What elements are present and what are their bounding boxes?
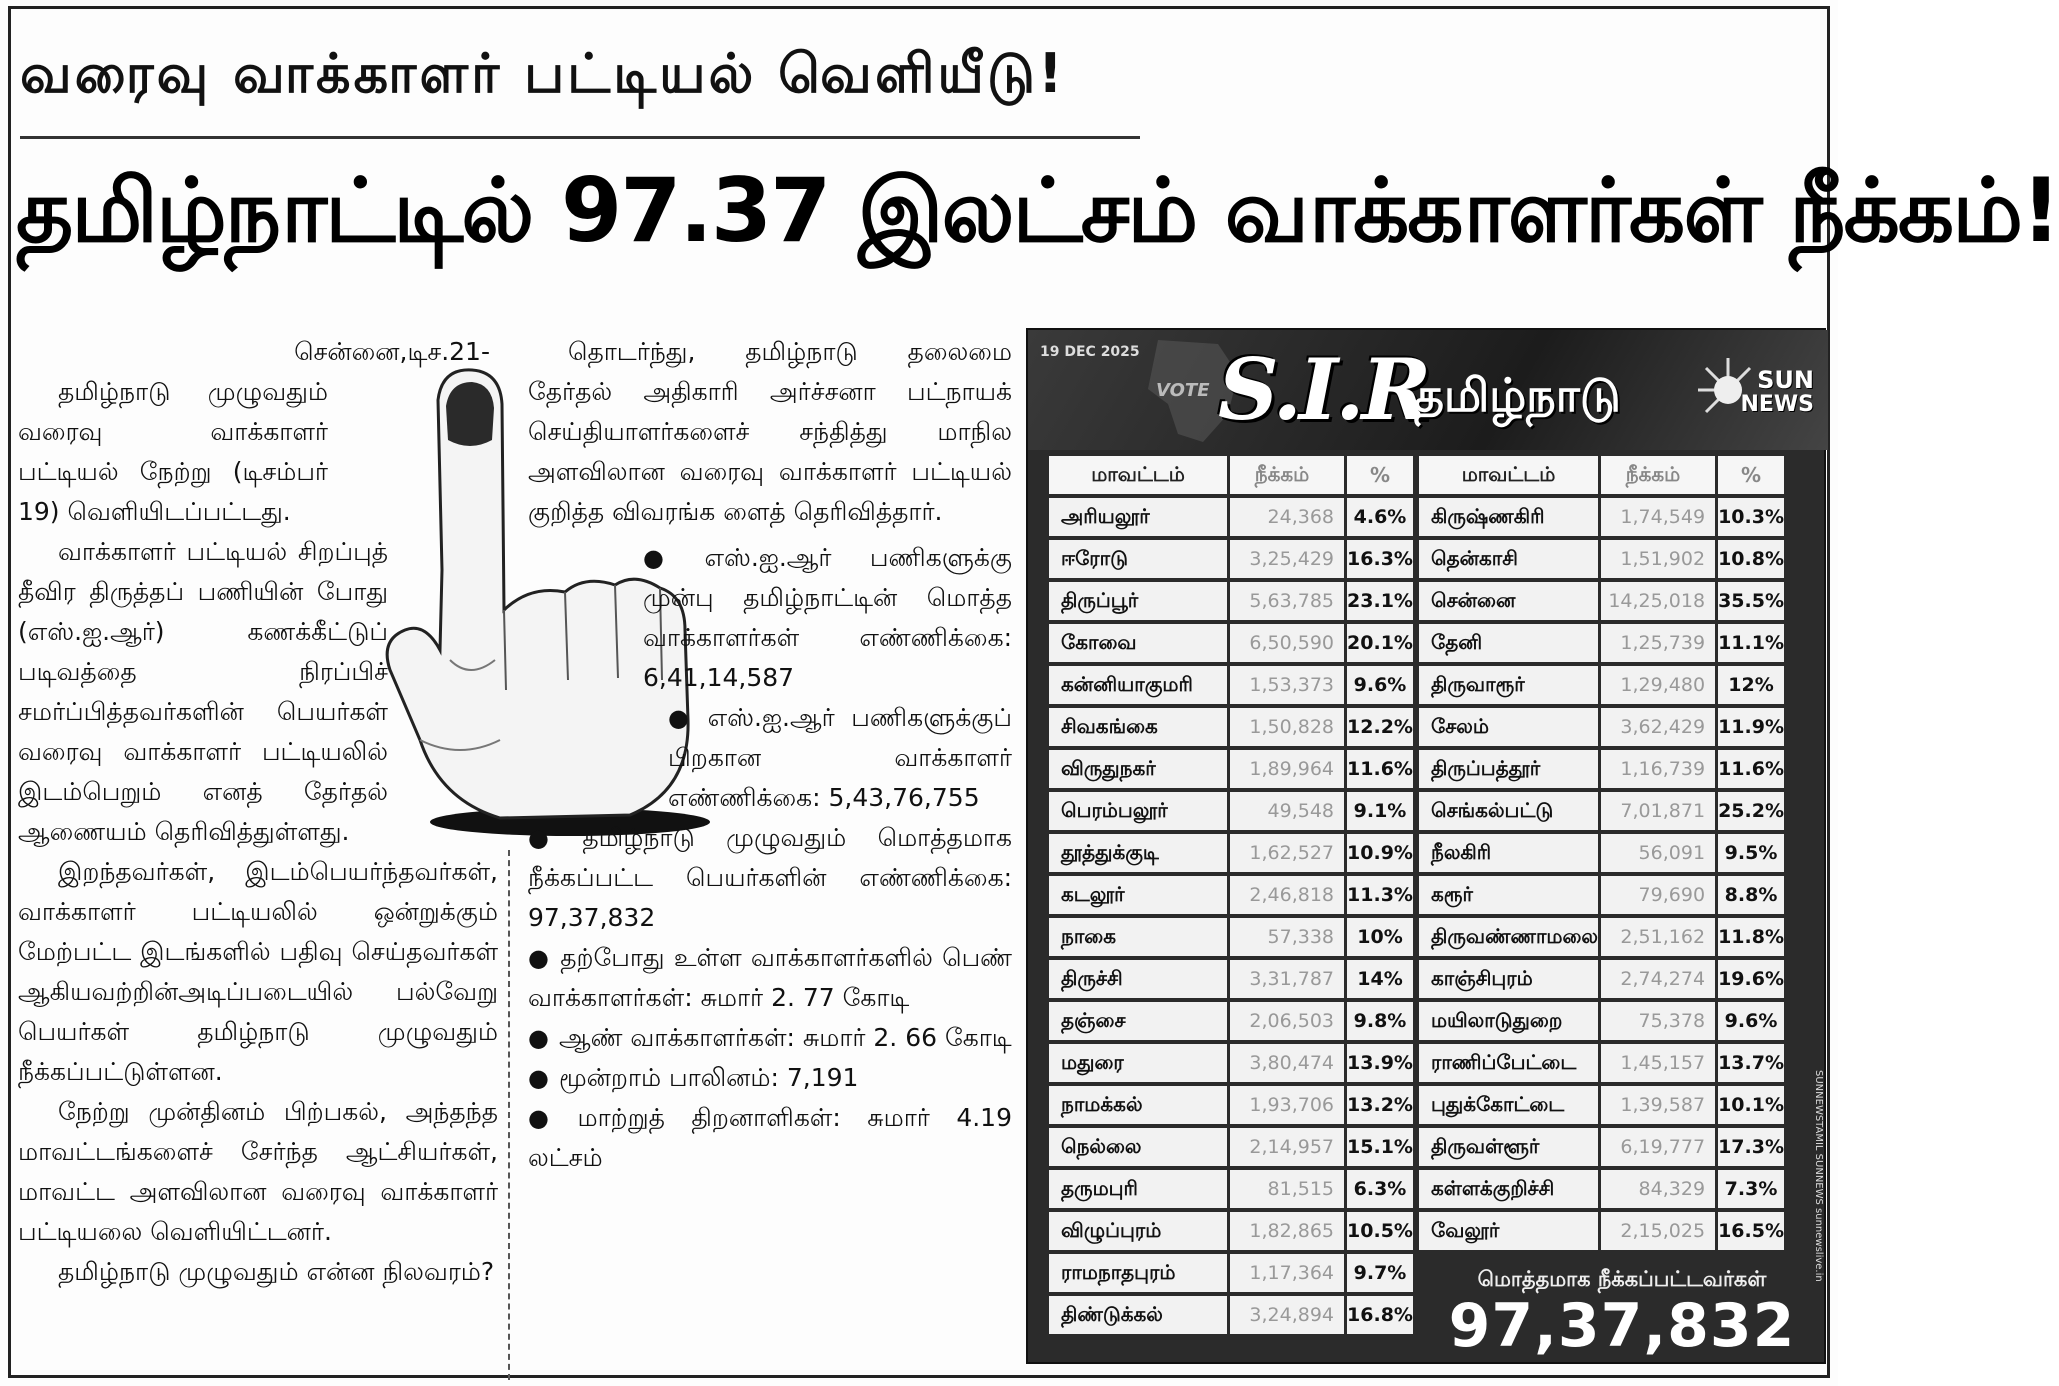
- table-row: [1049, 1170, 1413, 1208]
- removed-percent: 9.7%: [1347, 1254, 1413, 1292]
- bullet-item: [528, 538, 1012, 698]
- removed-percent: 9.8%: [1347, 1002, 1413, 1040]
- removed-percent: 20.1%: [1347, 624, 1413, 662]
- removed-count: 84,329: [1601, 1170, 1715, 1208]
- article-column-2: [528, 332, 1012, 1178]
- removed-count: 1,45,157: [1601, 1044, 1715, 1082]
- infographic-date: 19 DEC 2025: [1040, 344, 1140, 360]
- column-divider: [508, 850, 510, 1380]
- removed-count: 2,14,957: [1230, 1128, 1344, 1166]
- paragraph-2: வாக்காளர் பட்டியல் சிறப்புத் தீவிர திருத்தப் பணியின் போது (எஸ்.ஐ.ஆர்) கணக்கீட்டுப் படிவத்தை நிரப்பிச் சமர்ப்பித்தவர்களின் பெயர்கள் வரைவு வாக்காளர் பட்டியலில் இடம்பெறும் எனத் தேர்தல் ஆணையம் தெரிவித்துள்ளது.: [18, 537, 388, 846]
- removed-count: 6,50,590: [1230, 624, 1344, 662]
- table-header-row: [1049, 456, 1413, 494]
- removed-percent: 13.9%: [1347, 1044, 1413, 1082]
- bullet-dot: ●: [643, 544, 695, 572]
- table-row: [1049, 918, 1413, 956]
- table-row: [1049, 624, 1413, 662]
- removed-count: 14,25,018: [1601, 582, 1715, 620]
- removed-count: 3,25,429: [1230, 540, 1344, 578]
- removed-percent: 9.6%: [1347, 666, 1413, 704]
- removed-count: 1,89,964: [1230, 750, 1344, 788]
- district-name: நீலகிரி: [1419, 834, 1598, 872]
- district-name: அரியலூர்: [1049, 498, 1227, 536]
- main-headline: தமிழ்நாட்டில் 97.37 இலட்சம் வாக்காளர்கள் நீக்கம்!: [16, 159, 2059, 262]
- district-name: சென்னை: [1419, 582, 1598, 620]
- removed-percent: 7.3%: [1718, 1170, 1784, 1208]
- removed-count: 2,51,162: [1601, 918, 1715, 956]
- district-name: மதுரை: [1049, 1044, 1227, 1082]
- table-row: [1419, 498, 1784, 536]
- removed-percent: 9.1%: [1347, 792, 1413, 830]
- bullet-item: [528, 1018, 1012, 1058]
- sir-infographic-panel: [1026, 328, 1826, 1364]
- table-row: [1049, 792, 1413, 830]
- district-name: தஞ்சை: [1049, 1002, 1227, 1040]
- total-removed-value: 97,37,832: [1448, 1291, 1796, 1361]
- bullet-text: மூன்றாம் பாலினம்: 7,191: [558, 1063, 859, 1092]
- district-name: மயிலாடுதுறை: [1419, 1002, 1598, 1040]
- table-row: [1419, 666, 1784, 704]
- removed-count: 5,63,785: [1230, 582, 1344, 620]
- district-name: நாமக்கல்: [1049, 1086, 1227, 1124]
- table-row: [1419, 960, 1784, 998]
- removed-count: 1,53,373: [1230, 666, 1344, 704]
- removed-count: 24,368: [1230, 498, 1344, 536]
- bullet-text: மாற்றுத் திறனாளிகள்: சுமார் 4.19 லட்சம்: [528, 1103, 1012, 1172]
- removed-percent: 13.7%: [1718, 1044, 1784, 1082]
- bullet-item: [528, 1058, 1012, 1098]
- paragraph-5: தமிழ்நாடு முழுவதும் என்ன நிலவரம்?: [58, 1257, 495, 1286]
- removed-percent: 10.3%: [1718, 498, 1784, 536]
- removed-percent: 15.1%: [1347, 1128, 1413, 1166]
- table-row: [1049, 1254, 1413, 1292]
- infographic-header: [1028, 330, 1828, 450]
- removed-count: 2,06,503: [1230, 1002, 1344, 1040]
- removed-percent: 10%: [1347, 918, 1413, 956]
- removed-percent: 11.6%: [1347, 750, 1413, 788]
- removed-percent: 4.6%: [1347, 498, 1413, 536]
- removed-count: 2,74,274: [1601, 960, 1715, 998]
- district-name: திண்டுக்கல்: [1049, 1296, 1227, 1334]
- table-row: [1049, 1002, 1413, 1040]
- infographic-title: தமிழ்நாடு: [1414, 368, 1621, 422]
- removed-percent: 10.9%: [1347, 834, 1413, 872]
- removed-count: 7,01,871: [1601, 792, 1715, 830]
- removed-percent: 8.8%: [1718, 876, 1784, 914]
- removed-count: 6,19,777: [1601, 1128, 1715, 1166]
- district-name: நெல்லை: [1049, 1128, 1227, 1166]
- bullet-text: எஸ்.ஐ.ஆர் பணிகளுக்கு முன்பு தமிழ்நாட்டின் மொத்த வாக்காளர்கள் எண்ணிக்கை: 6,41,14,587: [643, 543, 1012, 692]
- bullet-dot: ●: [528, 824, 573, 852]
- paragraph-1: தமிழ்நாடு முழுவதும் வரைவு வாக்காளர் பட்டியல் நேற்று (டிசம்பர் 19) வெளியிடப்பட்டது.: [18, 377, 328, 526]
- header-district: மாவட்டம்: [1419, 456, 1598, 494]
- removed-count: 3,80,474: [1230, 1044, 1344, 1082]
- table-row: [1419, 540, 1784, 578]
- intro-paragraph: தொடர்ந்து, தமிழ்நாடு தலைமை தேர்தல் அதிகாரி அர்ச்சனா பட்நாயக் செய்தியாளர்களைச் சந்தித்து மாநில அளவிலான வரைவு வாக்காளர் பட்டியல் குறித்த விவரங்க ளைத் தெரிவித்தார்.: [528, 337, 1012, 526]
- district-name: திருச்சி: [1049, 960, 1227, 998]
- removed-count: 1,51,902: [1601, 540, 1715, 578]
- district-name: ராணிப்பேட்டை: [1419, 1044, 1598, 1082]
- table-row: [1419, 750, 1784, 788]
- removed-percent: 17.3%: [1718, 1128, 1784, 1166]
- table-row: [1049, 582, 1413, 620]
- brand-line-2: NEWS: [1740, 392, 1814, 417]
- table-row: [1419, 1128, 1784, 1166]
- dateline: சென்னை,டிச.21-: [294, 337, 490, 366]
- district-name: தேனி: [1419, 624, 1598, 662]
- district-name: ராமநாதபுரம்: [1049, 1254, 1227, 1292]
- removed-count: 2,15,025: [1601, 1212, 1715, 1250]
- table-row: [1049, 666, 1413, 704]
- removed-count: 57,338: [1230, 918, 1344, 956]
- removed-count: 1,74,549: [1601, 498, 1715, 536]
- bullet-dot: ●: [668, 704, 698, 732]
- table-row: [1419, 1002, 1784, 1040]
- header-district: மாவட்டம்: [1049, 456, 1227, 494]
- district-name: விழுப்புரம்: [1049, 1212, 1227, 1250]
- removed-count: 1,16,739: [1601, 750, 1715, 788]
- bullet-text: ஆண் வாக்காளர்கள்: சுமார் 2. 66 கோடி: [558, 1023, 1012, 1052]
- table-row: [1049, 1212, 1413, 1250]
- removed-percent: 12.2%: [1347, 708, 1413, 746]
- total-removed-label: மொத்தமாக நீக்கப்பட்டவர்கள்: [1477, 1267, 1767, 1291]
- removed-count: 1,62,527: [1230, 834, 1344, 872]
- removed-count: 75,378: [1601, 1002, 1715, 1040]
- removed-percent: 12%: [1718, 666, 1784, 704]
- table-row: [1049, 960, 1413, 998]
- district-name: செங்கல்பட்டு: [1419, 792, 1598, 830]
- table-row: [1049, 1086, 1413, 1124]
- district-name: தென்காசி: [1419, 540, 1598, 578]
- kicker-divider: [20, 136, 1140, 139]
- removed-percent: 11.8%: [1718, 918, 1784, 956]
- paragraph-4: நேற்று முன்தினம் பிற்பகல், அந்தந்த மாவட்டங்களைச் சேர்ந்த ஆட்சியர்கள், மாவட்ட அளவிலான வரைவு வாக்காளர் பட்டியலை வெளியிட்டனர்.: [18, 1097, 498, 1246]
- table-row: [1049, 498, 1413, 536]
- district-name: சிவகங்கை: [1049, 708, 1227, 746]
- removed-count: 3,24,894: [1230, 1296, 1344, 1334]
- district-name: சேலம்: [1419, 708, 1598, 746]
- district-name: திருவண்ணாமலை: [1419, 918, 1598, 956]
- table-row: [1049, 708, 1413, 746]
- removed-percent: 13.2%: [1347, 1086, 1413, 1124]
- district-name: திருப்பூர்: [1049, 582, 1227, 620]
- table-header-row: [1419, 456, 1784, 494]
- header-removed: நீக்கம்: [1601, 456, 1715, 494]
- district-name: பெரம்பலூர்: [1049, 792, 1227, 830]
- table-row: [1049, 1296, 1413, 1334]
- header-percent: %: [1718, 456, 1784, 494]
- table-row: [1419, 624, 1784, 662]
- bullet-item: [528, 1098, 1012, 1178]
- table-row: [1419, 918, 1784, 956]
- removed-percent: 25.2%: [1718, 792, 1784, 830]
- district-name: வேலூர்: [1419, 1212, 1598, 1250]
- district-name: கள்ளக்குறிச்சி: [1419, 1170, 1598, 1208]
- removed-count: 1,29,480: [1601, 666, 1715, 704]
- table-row: [1049, 1044, 1413, 1082]
- removed-percent: 6.3%: [1347, 1170, 1413, 1208]
- bullet-item: [528, 818, 1012, 938]
- removed-count: 1,17,364: [1230, 1254, 1344, 1292]
- removed-count: 2,46,818: [1230, 876, 1344, 914]
- paragraph-3: இறந்தவர்கள், இடம்பெயர்ந்தவர்கள், வாக்காளர் பட்டியலில் ஒன்றுக்கும் மேற்பட்ட இடங்களில் பதிவு செய்தவர்கள் ஆகியவற்றின்அடிப்படையில் பல்வேறு பெயர்கள் தமிழ்நாடு முழுவதும் நீக்கப்பட்டுள்ளன.: [18, 857, 498, 1086]
- district-name: ஈரோடு: [1049, 540, 1227, 578]
- table-row: [1049, 750, 1413, 788]
- table-row: [1419, 1044, 1784, 1082]
- removed-percent: 11.1%: [1718, 624, 1784, 662]
- removed-count: 56,091: [1601, 834, 1715, 872]
- bullet-dot: ●: [528, 1024, 549, 1052]
- table-row: [1419, 1212, 1784, 1250]
- removed-count: 79,690: [1601, 876, 1715, 914]
- district-table-left: [1046, 452, 1416, 1338]
- removed-percent: 23.1%: [1347, 582, 1413, 620]
- removed-percent: 10.8%: [1718, 540, 1784, 578]
- bullet-dot: ●: [528, 1064, 549, 1092]
- removed-count: 1,39,587: [1601, 1086, 1715, 1124]
- bullet-item: [528, 698, 1012, 818]
- bullet-text: தற்போது உள்ள வாக்காளர்களில் பெண் வாக்காளர்கள்: சுமார் 2. 77 கோடி: [528, 943, 1012, 1012]
- table-row: [1419, 876, 1784, 914]
- removed-percent: 11.6%: [1718, 750, 1784, 788]
- table-row: [1049, 1128, 1413, 1166]
- district-name: திருப்பத்தூர்: [1419, 750, 1598, 788]
- removed-percent: 16.8%: [1347, 1296, 1413, 1334]
- removed-percent: 10.5%: [1347, 1212, 1413, 1250]
- removed-count: 3,62,429: [1601, 708, 1715, 746]
- district-table-right: [1416, 452, 1787, 1254]
- table-row: [1419, 792, 1784, 830]
- removed-percent: 35.5%: [1718, 582, 1784, 620]
- removed-percent: 9.6%: [1718, 1002, 1784, 1040]
- table-row: [1419, 1086, 1784, 1124]
- removed-percent: 16.5%: [1718, 1212, 1784, 1250]
- removed-count: 1,93,706: [1230, 1086, 1344, 1124]
- bullet-text: தமிழ்நாடு முழுவதும் மொத்தமாக நீக்கப்பட்ட பெயர்களின் எண்ணிக்கை: 97,37,832: [528, 823, 1012, 932]
- bullet-dot: ●: [528, 944, 551, 972]
- table-row: [1419, 582, 1784, 620]
- removed-percent: 14%: [1347, 960, 1413, 998]
- removed-count: 1,25,739: [1601, 624, 1715, 662]
- removed-percent: 16.3%: [1347, 540, 1413, 578]
- removed-percent: 10.1%: [1718, 1086, 1784, 1124]
- district-name: திருவாரூர்: [1419, 666, 1598, 704]
- removed-percent: 11.3%: [1347, 876, 1413, 914]
- district-name: நாகை: [1049, 918, 1227, 956]
- brand-line-1: SUN: [1757, 366, 1814, 394]
- table-row: [1419, 834, 1784, 872]
- table-row: [1049, 834, 1413, 872]
- district-name: கடலூர்: [1049, 876, 1227, 914]
- bullet-text: எஸ்.ஐ.ஆர் பணிகளுக்குப் பிறகான வாக்காளர் எண்ணிக்கை: 5,43,76,755: [668, 703, 1012, 812]
- kicker-headline: வரைவு வாக்காளர் பட்டியல் வெளியீடு!: [20, 42, 1066, 105]
- sir-logo-text: S.I.R: [1218, 340, 1429, 439]
- district-name: புதுக்கோட்டை: [1419, 1086, 1598, 1124]
- bullet-item: [528, 938, 1012, 1018]
- removed-count: 81,515: [1230, 1170, 1344, 1208]
- removed-count: 3,31,787: [1230, 960, 1344, 998]
- district-name: கிருஷ்ணகிரி: [1419, 498, 1598, 536]
- district-name: கோவை: [1049, 624, 1227, 662]
- removed-percent: 19.6%: [1718, 960, 1784, 998]
- district-name: விருதுநகர்: [1049, 750, 1227, 788]
- district-name: திருவள்ளூர்: [1419, 1128, 1598, 1166]
- district-name: தருமபுரி: [1049, 1170, 1227, 1208]
- social-handles-text: SUNNEWSTAMIL SUNNEWS sunnewslive.in: [1813, 1070, 1824, 1282]
- social-handles-strip: [1810, 1070, 1826, 1360]
- removed-count: 49,548: [1230, 792, 1344, 830]
- bullet-dot: ●: [528, 1104, 568, 1132]
- removed-percent: 9.5%: [1718, 834, 1784, 872]
- district-name: காஞ்சிபுரம்: [1419, 960, 1598, 998]
- table-row: [1419, 708, 1784, 746]
- removed-percent: 11.9%: [1718, 708, 1784, 746]
- removed-count: 1,82,865: [1230, 1212, 1344, 1250]
- header-removed: நீக்கம்: [1230, 456, 1344, 494]
- district-name: கரூர்: [1419, 876, 1598, 914]
- vote-watermark: VOTE: [1156, 380, 1210, 401]
- table-row: [1419, 1170, 1784, 1208]
- table-row: [1049, 540, 1413, 578]
- district-name: தூத்துக்குடி: [1049, 834, 1227, 872]
- header-percent: %: [1347, 456, 1413, 494]
- district-name: கன்னியாகுமரி: [1049, 666, 1227, 704]
- removed-count: 1,50,828: [1230, 708, 1344, 746]
- table-row: [1049, 876, 1413, 914]
